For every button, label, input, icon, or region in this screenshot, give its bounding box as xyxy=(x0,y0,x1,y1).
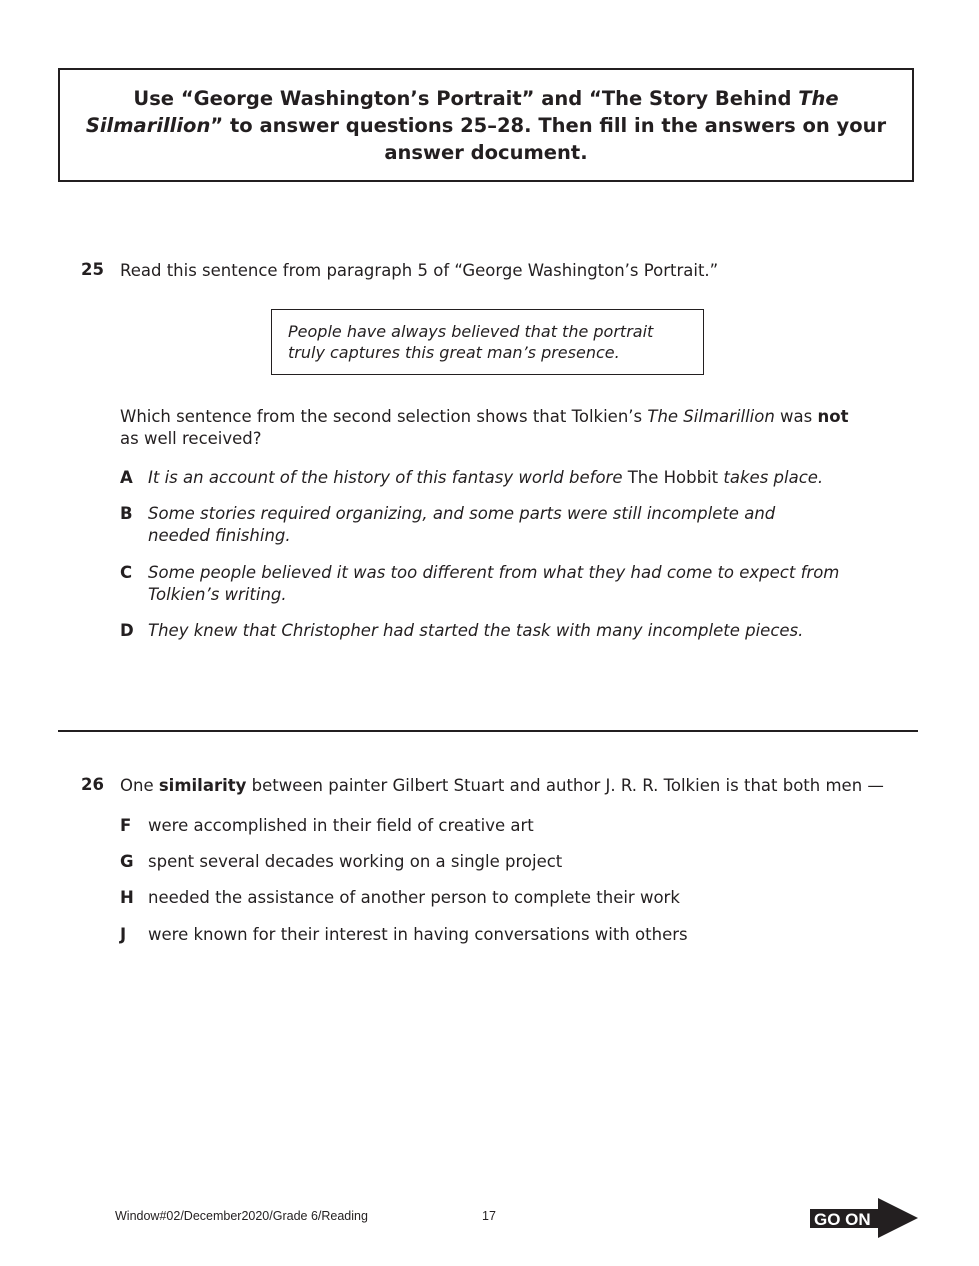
choice-letter: G xyxy=(120,852,134,871)
question-26-stem: One similarity between painter Gilbert Stuart and author J. R. R. Tolkien is that both men — xyxy=(120,776,884,795)
choice-letter: D xyxy=(120,621,134,640)
choice-letter: B xyxy=(120,504,133,523)
choice-text: Some people believed it was too different from what they had come to expect from Tolkien’s writing. xyxy=(148,563,840,604)
choice-text: needed the assistance of another person to complete their work xyxy=(148,888,680,907)
answer-choice-h[interactable] xyxy=(120,887,840,909)
quoted-sentence: People have always believed that the portrait truly captures this great man’s presence. xyxy=(288,322,654,362)
choice-letter: J xyxy=(120,925,127,944)
question-25-number: 25 xyxy=(81,260,104,279)
answer-choice-b[interactable] xyxy=(120,503,840,547)
footer-document-id: Window#02/December2020/Grade 6/Reading xyxy=(115,1209,368,1223)
instruction-box xyxy=(58,68,914,182)
question-26-number: 26 xyxy=(81,775,104,794)
go-on-label: GO ON xyxy=(814,1210,871,1229)
choice-text: It is an account of the history of this fantasy world before The Hobbit takes place. xyxy=(148,468,824,487)
instruction-title: The Silmarillion xyxy=(85,86,839,137)
question-25-text: Which sentence from the second selection shows that Tolkien’s The Silmarillion was not as well received? xyxy=(120,407,849,448)
question-25-prompt: Read this sentence from paragraph 5 of “George Washington’s Portrait.” xyxy=(120,261,719,280)
go-on-arrowhead xyxy=(878,1198,918,1238)
choice-text: They knew that Christopher had started the task with many incomplete pieces. xyxy=(148,621,804,640)
choice-text: were accomplished in their field of creative art xyxy=(148,816,534,835)
choice-letter: A xyxy=(120,468,133,487)
quoted-sentence-box xyxy=(271,309,704,375)
choice-letter: F xyxy=(120,816,132,835)
page-number: 17 xyxy=(482,1209,496,1223)
go-on-arrow-icon xyxy=(810,1198,920,1238)
answer-choice-j[interactable] xyxy=(120,924,840,946)
answer-choice-f[interactable] xyxy=(120,815,840,837)
answer-choice-c[interactable] xyxy=(120,562,840,606)
choice-text: spent several decades working on a single project xyxy=(148,852,563,871)
answer-choice-d[interactable] xyxy=(120,620,840,642)
section-divider xyxy=(58,730,918,732)
choice-text: Some stories required organizing, and some parts were still incomplete and needed finishing. xyxy=(148,504,776,545)
answer-choice-a[interactable] xyxy=(120,467,840,489)
choice-letter: C xyxy=(120,563,133,582)
answer-choice-g[interactable] xyxy=(120,851,840,873)
instruction-text: Use “George Washington’s Portrait” and “The Story Behind The Silmarillion” to answer questions 25–28. Then fill in the answers on your answer document. xyxy=(85,86,887,164)
choice-text: were known for their interest in having conversations with others xyxy=(148,925,688,944)
choice-letter: H xyxy=(120,888,134,907)
